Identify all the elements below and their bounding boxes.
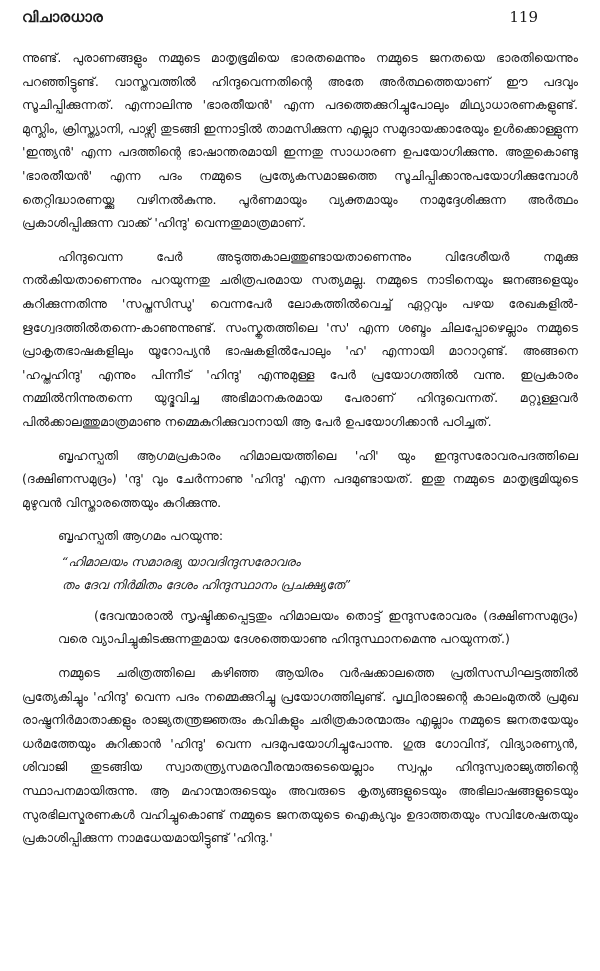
verse-line-1: “ഹിമാലയം സമാരഭ്യ യാവദിന്ദുസരോവരം [62, 553, 301, 569]
paragraph-6: നമ്മുടെ ചരിത്രത്തിലെ കഴിഞ്ഞ ആയിരം വർഷക്കാലത്തെ പ്രതിസന്ധിഘട്ടത്തിൽ പ്രത്യേകിച്ചും 'ഹിന്ദു' വെന്ന പദം നമ്മെക്കുറിച്ചു പ്രയോഗത്തിലുണ്ട്. പൃഥ്വിരാജന്റെ കാലംമുതൽ പ്രമുഖ രാഷ്ട്രനിർമാതാക്കളും രാജ്യതന്ത്രജ്ഞരും കവികളും ചരിത്രകാരന്മാരും എല്ലാം നമ്മുടെ ജനതയേയും ധർമത്തേയും കുറിക്കാൻ 'ഹിന്ദു' വെന്ന പദമുപയോഗിച്ചുപോന്നു. ഗുരു ഗോവിന്ദ്, വിദ്യാരണ്യൻ, ശിവാജി തുടങ്ങിയ സ്വാതന്ത്ര്യസമരവീരന്മാരുടെയെല്ലാം സ്വപ്നം ഹിന്ദുസ്വരാജ്യത്തിന്റെ സ്ഥാപനമായിരുന്നു. ആ മഹാന്മാരുടെയും അവരുടെ കൃത്യങ്ങളുടെയും അഭിലാഷങ്ങളുടെയും സുരഭിലസ്മരണകൾ വഹിച്ചുകൊണ്ട് നമ്മുടെ ജനതയുടെ ഐക്യവും ഉദാത്തതയും സവിശേഷതയും പ്രകാശിപ്പിക്കുന്ന നാമധേയമായിട്ടുണ്ട് 'ഹിന്ദു.' [22, 665, 578, 846]
verse-line-2: തം ദേവ നിർമിതം ദേശം ഹിന്ദുസ്ഥാനം പ്രചക്ഷ്യതേ” [62, 576, 351, 592]
quote-lead: ബൃഹസ്പതി ആഗമം പറയുന്നു: [58, 528, 224, 544]
running-title: വിചാരധാര [22, 8, 103, 26]
sanskrit-verse [22, 550, 578, 596]
body-text [22, 46, 578, 850]
verse-translation: (ദേവന്മാരാൽ സൃഷ്ടിക്കപ്പെട്ടതും ഹിമാലയം തൊട്ട് ഇന്ദുസരോവരം (ദക്ഷിണസമുദ്രം) വരെ വ്യാപിച്ചുകിടക്കുന്നതുമായ ദേശത്തെയാണു ഹിന്ദുസ്ഥാനമെന്നു പറയുന്നത്.) [58, 607, 578, 647]
paragraph-2: ഹിന്ദുവെന്ന പേർ അടുത്തകാലത്തുണ്ടായതാണെന്നും വിദേശീയർ നമുക്കു നൽകിയതാണെന്നും പറയുന്നതു ചരിത്രപരമായ സത്യമല്ല. നമ്മുടെ നാടിനെയും ജനങ്ങളെയും കുറിക്കുന്നതിന്നു 'സപ്തസിന്ധു' വെന്നപേർ ലോകത്തിൽവെച്ച് ഏറ്റവും പഴയ രേഖകളിൽ-ഋഗ്വേദത്തിൽതന്നെ-കാണുന്നുണ്ട്. സംസ്കൃതത്തിലെ 'സ' എന്ന ശബ്ദം ചിലപ്പോഴെല്ലാം നമ്മുടെ പ്രാകൃതഭാഷകളിലും യൂറോപ്യൻ ഭാഷകളിൽപോലും 'ഹ' എന്നായി മാറാറുണ്ട്. അങ്ങനെ 'ഹപ്തഹിന്ദു' എന്നും പിന്നീട് 'ഹിന്ദു' എന്നുമുള്ള പേർ പ്രയോഗത്തിൽ വന്നു. ഇപ്രകാരം നമ്മിൽനിന്നുതന്നെ യുദ്ഭവിച്ച അഭിമാനകരമായ പേരാണ് ഹിന്ദുവെന്നത്. മറ്റുള്ളവർ പിൽക്കാലത്തുമാത്രമാണു നമ്മെകുറിക്കുവാനായി ആ പേർ ഉപയോഗിക്കാൻ പഠിച്ചത്. [22, 248, 578, 429]
paragraph-1: ന്നുണ്ട്. പുരാണങ്ങളും നമ്മുടെ മാതൃഭൂമിയെ ഭാരതമെന്നും നമ്മുടെ ജനതയെ ഭാരതിയെന്നും പറഞ്ഞിട്ടുണ്ട്. വാസ്തവത്തിൽ ഹിന്ദുവെന്നതിന്റെ അതേ അർത്ഥത്തെയാണ് ഈ പദവും സൂചിപ്പിക്കുന്നത്. എന്നാലിന്നു 'ഭാരതീയൻ' എന്ന പദത്തെക്കുറിച്ചുപോലും മിഥ്യാധാരണകളുണ്ട്. മുസ്ലിം, ക്രിസ്ത്യാനി, പാഴ്സി തുടങ്ങി ഇന്നാട്ടിൽ താമസിക്കുന്ന എല്ലാ സമുദായക്കാരേയും ഉൾക്കൊള്ളുന്ന 'ഇന്ത്യൻ' എന്ന പദത്തിന്റെ ഭാഷാന്തരമായി ഇന്നതു സാധാരണ ഉപയോഗിക്കുന്നു. അതുകൊണ്ടു 'ഭാരതീയൻ' എന്ന പദം നമ്മുടെ പ്രത്യേകസമാജത്തെ സൂചിപ്പിക്കാനുപയോഗിക്കുമ്പോൾ തെറ്റിദ്ധാരണയ്ക്കു വഴിനൽകുന്നു. പൂർണമായും വ്യക്തമായും നാമുദ്ദേശിക്കുന്ന അർത്ഥം പ്രകാശിപ്പിക്കുന്ന വാക്ക് 'ഹിന്ദു' വെന്നതുമാത്രമാണ്. [22, 50, 578, 231]
paragraph-3: ബൃഹസ്പതി ആഗമപ്രകാരം ഹിമാലയത്തിലെ 'ഹി' യും ഇന്ദുസരോവരപദത്തിലെ (ദക്ഷിണസമുദ്രം) 'ന്ദു' വും ചേർന്നാണു 'ഹിന്ദു' എന്ന പദമുണ്ടായത്. ഇതു നമ്മുടെ മാതൃഭൂമിയുടെ മുഴുവൻ വിസ്താരത്തെയും കുറിക്കുന്നു. [22, 447, 578, 510]
page-number: 119 [509, 8, 538, 26]
running-head [22, 8, 578, 36]
